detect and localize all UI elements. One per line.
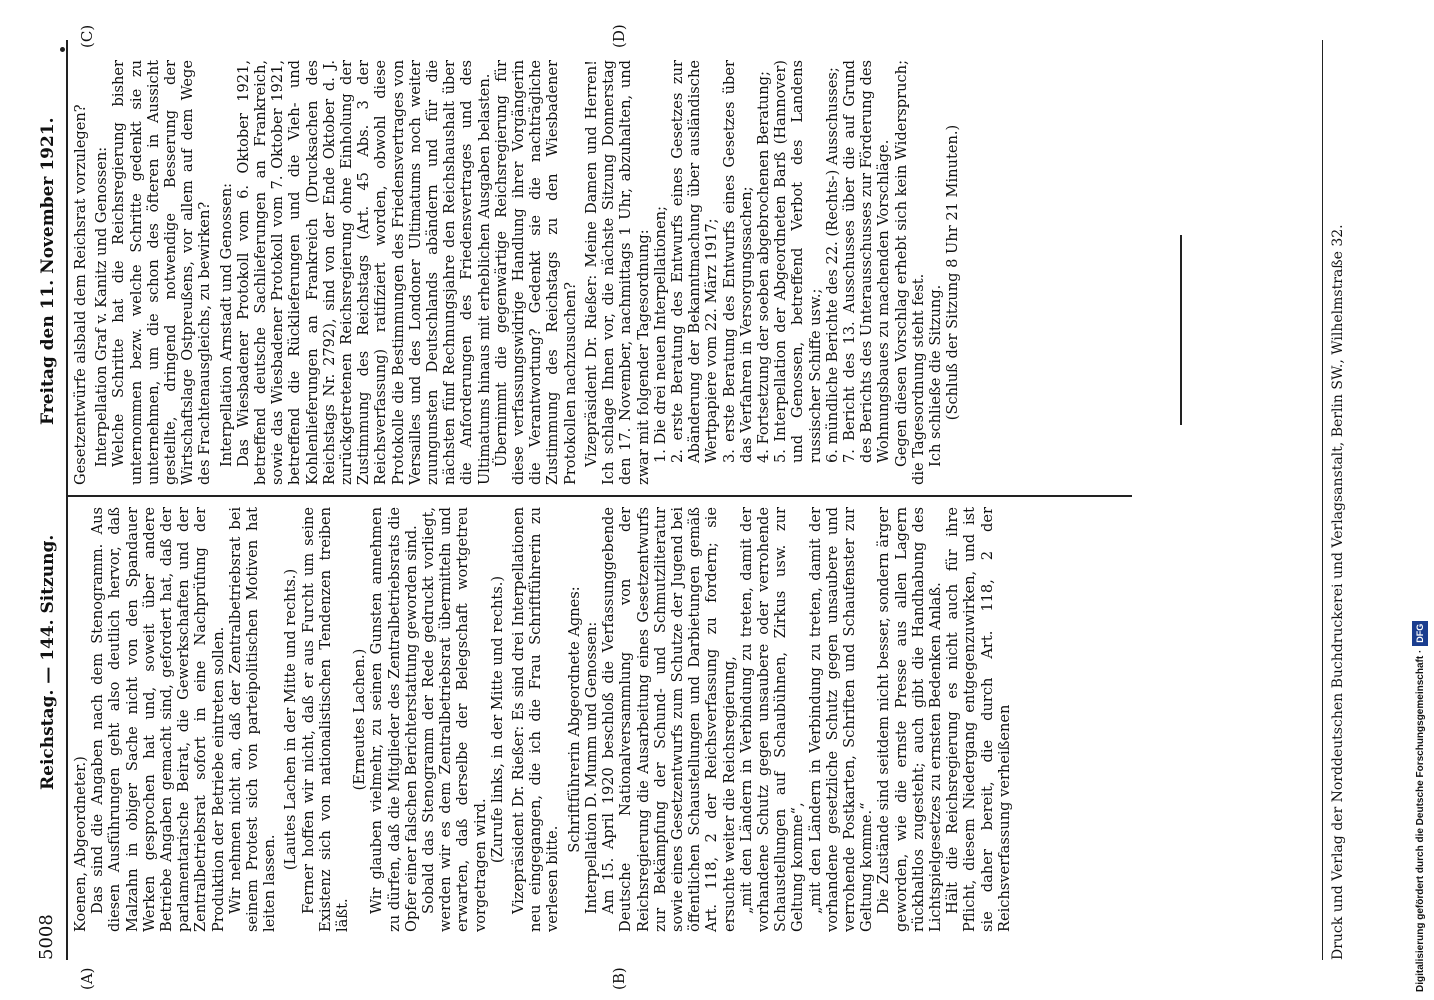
paragraph: Das Wiesbadener Protokoll vom 6. Oktober 1921, betreffend deutsche Sachlieferungen an Frankreich, sowie das Wiesbadener Protokoll vom 7. Oktober 1921, betreffend die Rücklieferungen und die Vieh- und Kohlenlieferungen an Frankreich (Drucksachen des Reichstags Nr. 2792), sind von der Ende Oktober d. J. zurückgetretenen Reichsregierung ohne Einholung der Zustimmung des Reichstags (Art. 45 Abs. 3 der Reichsverfassung) ratifiziert worden, obwohl diese Protokolle die Bestimmungen des Friedensvertrages von Versailles und des Londoner Ultimatums noch weiter zuungunsten Deutschlands abändern und für die nächsten fünf Rechnungsjahre den Reichshaushalt über die Anforderungen des Friedensvertrages und des Ultimatums hinaus mit erheblichen Ausgaben belasten. — [234, 60, 493, 485]
paragraph: Interpellation Arnstadt und Genossen: — [217, 182, 235, 467]
paragraph: Hält die Reichsregierung es nicht auch für ihre Pflicht, diesem Niedergang entgegenzuwirken, und ist sie daher bereit, die durch Art. 118, 2 der Reichsverfassung verheißenen — [944, 507, 1013, 932]
marker-b: (B) — [610, 967, 628, 990]
agenda-item: 3. erste Beratung des Entwurfs eines Gesetzes über das Verfahren in Versorgungssachen; — [720, 60, 755, 463]
marker-c: (C) — [78, 24, 96, 48]
dfg-credit-label: Digitalisierung gefördert durch die Deutsche Forschungsgemeinschaft · — [1415, 649, 1426, 992]
imprint: Druck und Verlag der Norddeutschen Buchdruckerei und Verlagsanstalt, Berlin SW., Wilhelmstraße 32. — [1330, 224, 1346, 960]
paragraph: Interpellation Graf v. Kanitz und Genossen: — [93, 146, 111, 467]
paragraph: Welche Schritte hat die Reichsregierung bisher unternommen bezw. welche Schritte gedenkt sie zu unternehmen, um die schon des öfteren in Aussicht gestellte, dringend notwendige Besserung der Wirtschaftslage Ostpreußens, vor allem auf dem Wege des Frachtenausgleichs, zu bewirken? — [110, 60, 214, 485]
paragraph: Vizepräsident Dr. Rießer: Es sind drei Interpellationen neu eingegangen, die ich die Frau Schriftführerin zu verlesen bitte. — [510, 507, 562, 932]
paragraph: Die Zustände sind seitdem nicht besser, sondern ärger geworden, wie die ernste Presse aus allen Lagern rückhaltlos zugesteht; auch gibt die Handhabung des Lichtspielgesetzes zu ernsten Bedenken Anlaß. — [875, 507, 944, 932]
header-rule — [66, 40, 68, 960]
column-right — [72, 60, 961, 485]
end-rule — [1180, 235, 1182, 425]
paragraph: Gegen diesen Vorschlag erhebt sich kein Widerspruch; die Tagesordnung steht fest. — [892, 60, 927, 485]
corner-dot — [60, 47, 65, 52]
paragraph: Übernimmt die gegenwärtige Reichsregierung für diese verfassungswidrige Handlung ihrer Vorgängerin die Verantwortung? Gedenkt sie die nachträgliche Zustimmung des Reichstags zu den Wiesbadener Protokollen nachzusuchen? — [492, 60, 579, 485]
paragraph: Gesetzentwürfe alsbald dem Reichsrat vorzulegen? — [72, 104, 89, 485]
paragraph: Sobald das Stenogramm der Rede gedruckt vorliegt, werden wir es dem Zentralbetriebsrat übermitteln und erwarten, daß derselbe der Belegschaft wortgetreu vorgetragen wird. — [420, 507, 489, 932]
quote: „mit den Ländern in Verbindung zu treten, damit der vorhandene Schutz gegen unsaubere oder verrohende Schaustellungen auf Schaubühnen, Zirkus usw. zur Geltung komme“, — [737, 507, 807, 932]
paragraph: Wir nehmen nicht an, daß der Zentralbetriebsrat bei seinem Protest sich von parteipolitischen Motiven hat leiten lassen. — [226, 507, 279, 932]
column-left — [72, 507, 1013, 932]
agenda-item: 2. erste Beratung des Entwurfs eines Gesetzes zur Abänderung der Bekanntmachung über ausländische Wertpapiere vom 22. März 1917; — [668, 60, 721, 463]
agenda-item: 6. mündliche Berichte des 22. (Rechts-) Ausschusses; — [823, 67, 841, 463]
paragraph: Ferner hoffen wir nicht, daß er aus Furcht um seine Existenz sich von nationalistischen Tendenzen treiben läßt. — [299, 507, 352, 932]
dfg-logo: DFG — [1412, 621, 1428, 646]
paragraph: Das sind die Angaben nach dem Stenogramm. Aus diesen Ausführungen geht also deutlich hervor, daß Malzahn in obiger Sache nicht von den Spandauer Werken gesprochen hat und, soweit über andere Betriebe Angaben gemacht sind, gefordert hat, daß der parlamentarische Beirat, die Gewerkschaften und der Zentralbetriebsrat sofort in eine Nachprüfung der Produktion der Betriebe eintreten sollen. — [89, 507, 227, 932]
marker-a: (A) — [78, 967, 96, 990]
paragraph: Am 15. April 1920 beschloß die Verfassunggebende Deutsche Nationalversammlung von der Reichsregierung die Ausarbeitung eines Gesetzentwurfs zur Bekämpfung der Schund- und Schmutzliteratur sowie eines Gesetzentwurfs zum Schutze der Jugend bei öffentlichen Schaustellungen und Darbietungen gemäß Art. 118, 2 der Reichsverfassung zu fordern; sie ersuchte weiter die Reichsregierung, — [600, 507, 738, 932]
column-divider — [66, 495, 1132, 497]
header-left: Reichstag. — 144. Sitzung. — [38, 534, 58, 790]
footer-rule — [1322, 40, 1323, 960]
header-right: Freitag den 11. November 1921. — [38, 117, 58, 425]
session-close: (Schluß der Sitzung 8 Uhr 21 Minuten.) — [944, 124, 962, 421]
page-number: 5008 — [36, 914, 57, 960]
marker-d: (D) — [610, 24, 628, 48]
interjection: (Zurufe links, in der Mitte und rechts.) — [488, 575, 506, 864]
speaker-line: Koenen, Abgeordneter.) — [72, 756, 89, 932]
quote: „mit den Ländern in Verbindung zu treten, damit der vorhandene gesetzliche Schutz gegen unsaubere und verrohende Postkarten, Schriften und Schaufenster zur Geltung komme.“ — [806, 507, 876, 932]
interjection: (Erneutes Lachen.) — [351, 648, 369, 791]
agenda-item: 5. Interpellation der Abgeordneten Barß (Hannover) und Genossen, betreffend Verbot des Landens russischer Schiffe usw.; — [772, 60, 824, 463]
interjection: (Lautes Lachen in der Mitte und rechts.) — [282, 568, 300, 871]
paragraph: Vizepräsident Dr. Rießer: Meine Damen und Herren! Ich schlage Ihnen vor, die nächste Sitzung Donnerstag den 17. November, nachmittags 1 Uhr, abzuhalten, und zwar mit folgender Tagesordnung: — [582, 60, 652, 485]
speaker-line: Schriftführerin Abgeordnete Agnes: — [565, 586, 583, 853]
paragraph: Interpellation D. Mumm und Genossen: — [582, 621, 600, 914]
paragraph: Wir glauben vielmehr, zu seinen Gunsten annehmen zu dürfen, daß die Mitglieder des Zentralbetriebsrats die Opfer einer falschen Berichterstattung geworden sind. — [368, 507, 420, 932]
paragraph: Ich schließe die Sitzung. — [926, 284, 944, 467]
agenda-item: 1. Die drei neuen Interpellationen; — [651, 206, 669, 463]
agenda-item: 4. Fortsetzung der soeben abgebrochenen Beratung; — [754, 71, 772, 463]
dfg-credit — [1412, 8, 1428, 992]
dfg-credit-text — [1412, 8, 1428, 992]
agenda-item: 7. Bericht des 13. Ausschusses über die auf Grund des Berichts des Unterausschusses zur Förderung des Wohnungsbaues zu machenden Vorschläge. — [840, 60, 893, 463]
